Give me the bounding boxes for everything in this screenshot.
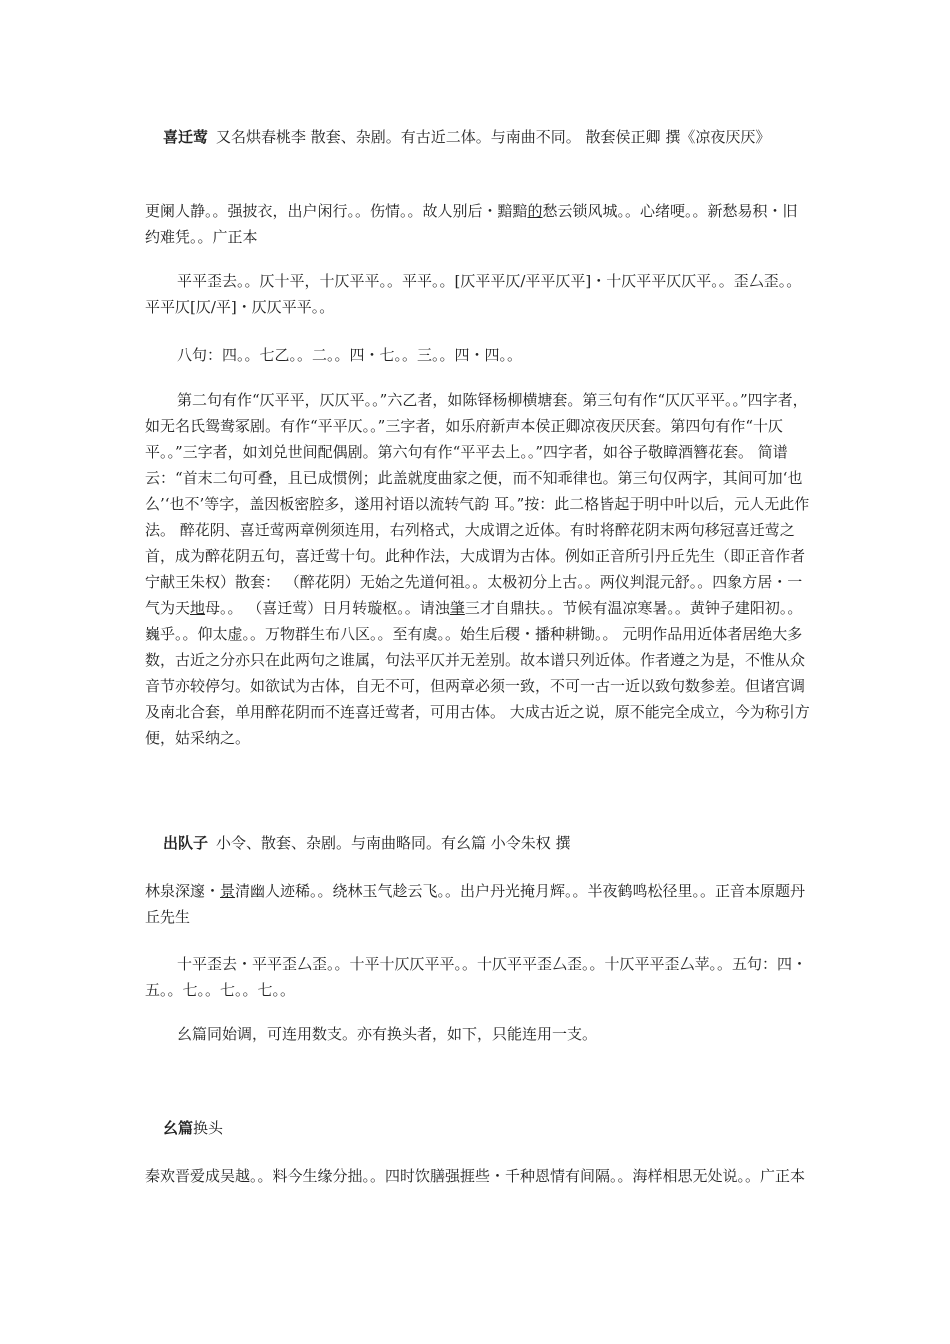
underlined-char: 肇 xyxy=(449,599,465,617)
tune-title: 出队子 xyxy=(163,834,209,852)
section-heading-chuduizi xyxy=(145,830,810,856)
section-heading-xiqianying xyxy=(145,124,810,150)
tone-pattern: 十平歪去・平平歪厶歪。。十平十仄仄平平。。十仄平平歪厶歪。。十仄平平歪厶苹。。五句：四・五。。七。。七。。七。。 xyxy=(145,955,808,999)
tune-title: 喜迁莺 xyxy=(163,128,209,146)
section-heading-yaopian xyxy=(145,1115,810,1141)
lyric-part: 林泉深邃・ xyxy=(145,882,221,900)
lyric-text xyxy=(145,878,810,930)
commentary-part: 三才自鼎扶。。节候有温凉寒暑。。黄钟子建阳初。。巍乎。。仰太虚。。万物群生布八区。。至有虞。。始生后稷・播种耕锄。。 元明作品用近体者居绝大多数，古近之分亦只在此两句之谁属，句法平仄并无差别。故本谱只列近体。作者遵之为是，不惟从众音节亦较停匀。如欲试为古体，自无不可，但两章必须一致，不可一古一近以致句数参差。但诸宫调及南北合套，单用醉花阴而不连喜迁莺者，可用古体。 大成古近之说，原不能完全成立，今为称引方便，姑采纳之。 xyxy=(145,599,810,747)
commentary-text: 幺篇同始调，可连用数支。亦有换头者，如下，只能连用一支。 xyxy=(177,1025,598,1043)
commentary-part: 母。。 （喜迁莺）日月转璇枢。。请浊 xyxy=(205,599,450,617)
tune-description: 换头 xyxy=(193,1119,224,1137)
tune-title: 幺篇 xyxy=(163,1119,194,1137)
lyric-text: 秦欢晋爱成吴越。。料今生缘分拙。。四时饮膳强捱些・千种恩情有间隔。。海样相思无处说。。广正本 xyxy=(145,1167,806,1185)
tune-description: 小令、散套、杂剧。与南曲略同。有幺篇 小令朱权 撰 xyxy=(216,834,571,852)
underlined-char: 景 xyxy=(220,882,236,900)
lyric-part: 清幽人迹稀。。绕林玉气趁云飞。。出户丹光掩月辉。。半夜鹤鸣松径里。。正音本原题丹丘先生 xyxy=(145,882,806,926)
lyric-part: 更阑人静。。强披衣，出户闲行。。伤情。。故人别后・黯黯 xyxy=(145,202,528,220)
sentence-count: 八句：四。。七乙。。二。。四・七。。三。。四・四。。 xyxy=(177,346,523,364)
commentary-part: 第二句有作“仄平平，仄仄平。。”六乙者，如陈铎杨柳横塘套。第三句有作“仄仄平平。。”四字者，如无名氏鸳鸯冢剧。有作“平平仄。。”三字者，如乐府新声本侯正卿凉夜厌厌套。第四句有作“十仄平。。”三字者，如刘兑世间配偶剧。第六句有作“平平去上。。”四字者，如谷子敬瞕酒簪花套。 简谱云：“首末二句可叠，且已成惯例；此盖就度曲家之便，而不知乖律也。第三句仅两字，其间可加‘也么’‘也不’等字，盖因板密腔多，遂用衬语以流转气韵 耳。”按：此二格皆起于明中叶以后，元人无此作法。 醉花阴、喜迁莺两章例须连用，右列格式，大成谓之近体。有时将醉花阴末两句移冠喜迁莺之首，成为醉花阴五句，喜迁莺十句。此种作法，大成谓为古体。例如正音所引丹丘先生（即正音作者宁献王朱权）散套： （醉花阴）无始之先道何祖。。太极初分上古。。两仪判混元舒。。四象方居・一气为天 xyxy=(145,391,810,617)
tone-pattern: 平平歪去。。仄十平，十仄平平。。平平。。[仄平平仄/平平仄平]・十仄平平仄仄平。。歪厶歪。。平平仄[仄/平]・仄仄平平。。 xyxy=(145,272,802,316)
tune-description: 又名烘春桃李 散套、杂剧。有古近二体。与南曲不同。 散套侯正卿 撰《凉夜厌厌》 xyxy=(216,128,771,146)
underlined-char: 地 xyxy=(190,599,206,617)
lyric-text xyxy=(145,198,810,250)
underlined-char: 的 xyxy=(527,202,543,220)
lyric-part: 愁云锁风城。。心绪哽。。新愁易积・旧约难凭。。广正本 xyxy=(145,202,798,246)
commentary-text xyxy=(145,387,810,751)
